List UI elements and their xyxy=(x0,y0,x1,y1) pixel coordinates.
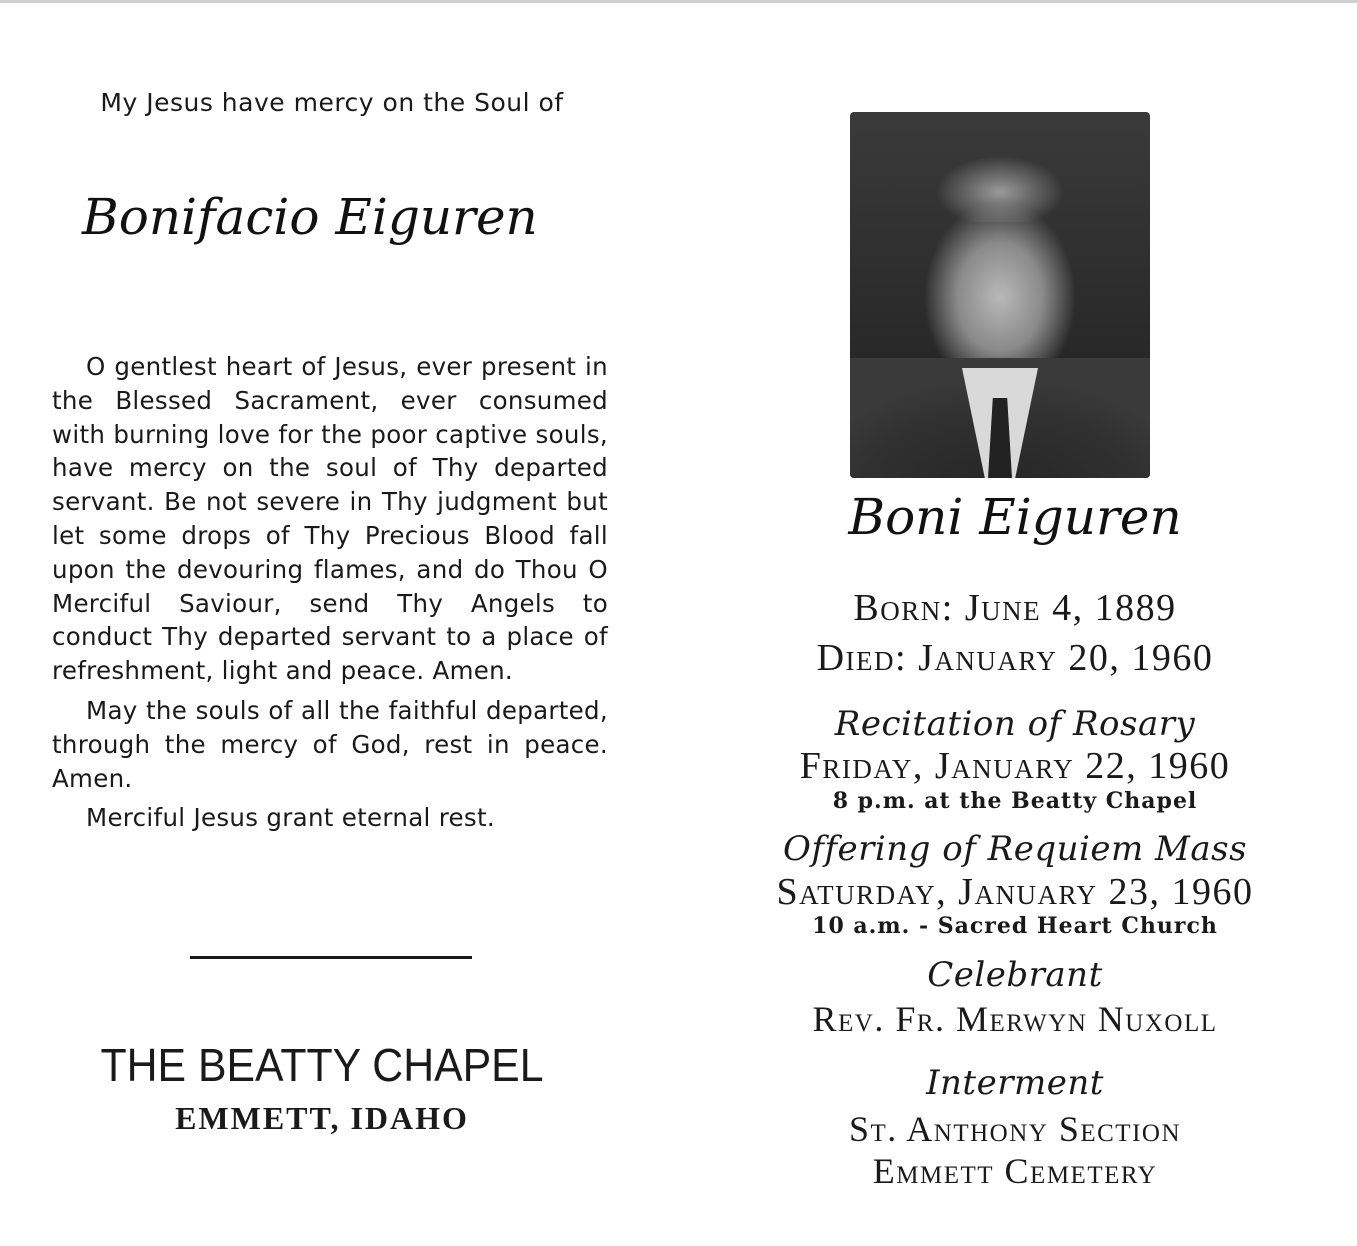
birth-date: Born: June 4, 1889 xyxy=(853,587,1177,629)
chapel-name: THE BEATTY CHAPEL xyxy=(100,1039,544,1091)
divider-rule xyxy=(190,956,472,959)
deceased-short-name: Boni Eiguren xyxy=(848,488,1182,546)
photo-hair xyxy=(920,132,1080,222)
mass-date: Saturday, January 23, 1960 xyxy=(776,871,1254,913)
rosary-time: 8 p.m. at the Beatty Chapel xyxy=(832,788,1198,814)
prayer-paragraph: May the souls of all the faithful departed, through the mercy of God, rest in peace. Amen. xyxy=(52,695,608,793)
rosary-date: Friday, January 22, 1960 xyxy=(799,745,1231,787)
chapel-location: EMMETT, IDAHO xyxy=(175,1100,469,1136)
prayer-text xyxy=(52,350,608,835)
interment-cemetery: Emmett Cemetery xyxy=(872,1151,1158,1191)
rosary-heading: Recitation of Rosary xyxy=(834,704,1196,744)
celebrant-name: Rev. Fr. Merwyn Nuxoll xyxy=(812,999,1218,1039)
celebrant-heading: Celebrant xyxy=(927,955,1103,995)
interment-section: St. Anthony Section xyxy=(848,1109,1182,1149)
mass-heading: Offering of Requiem Mass xyxy=(782,829,1248,869)
death-date: Died: January 20, 1960 xyxy=(816,637,1214,679)
prayer-paragraph: O gentlest heart of Jesus, ever present in the Blessed Sacrament, ever consumed with burning love for the poor captive souls, have mercy on the soul of Thy departed servant. Be not severe in Thy judgment but let some drops of Thy Precious Blood fall upon the devouring flames, and do Thou O Merciful Saviour, send Thy Angels to conduct Thy departed servant to a place of refreshment, light and peace. Amen. xyxy=(52,352,608,686)
mass-time: 10 a.m. - Sacred Heart Church xyxy=(812,913,1218,939)
deceased-full-name: Bonifacio Eiguren xyxy=(82,188,538,246)
scan-edge-line xyxy=(0,0,1357,3)
prayer-panel xyxy=(52,88,612,1136)
prayer-paragraph: Merciful Jesus grant eternal rest. xyxy=(86,803,495,833)
interment-heading: Interment xyxy=(926,1063,1104,1103)
intro-line: My Jesus have mercy on the Soul of xyxy=(100,88,564,117)
portrait-photo xyxy=(850,112,1150,478)
